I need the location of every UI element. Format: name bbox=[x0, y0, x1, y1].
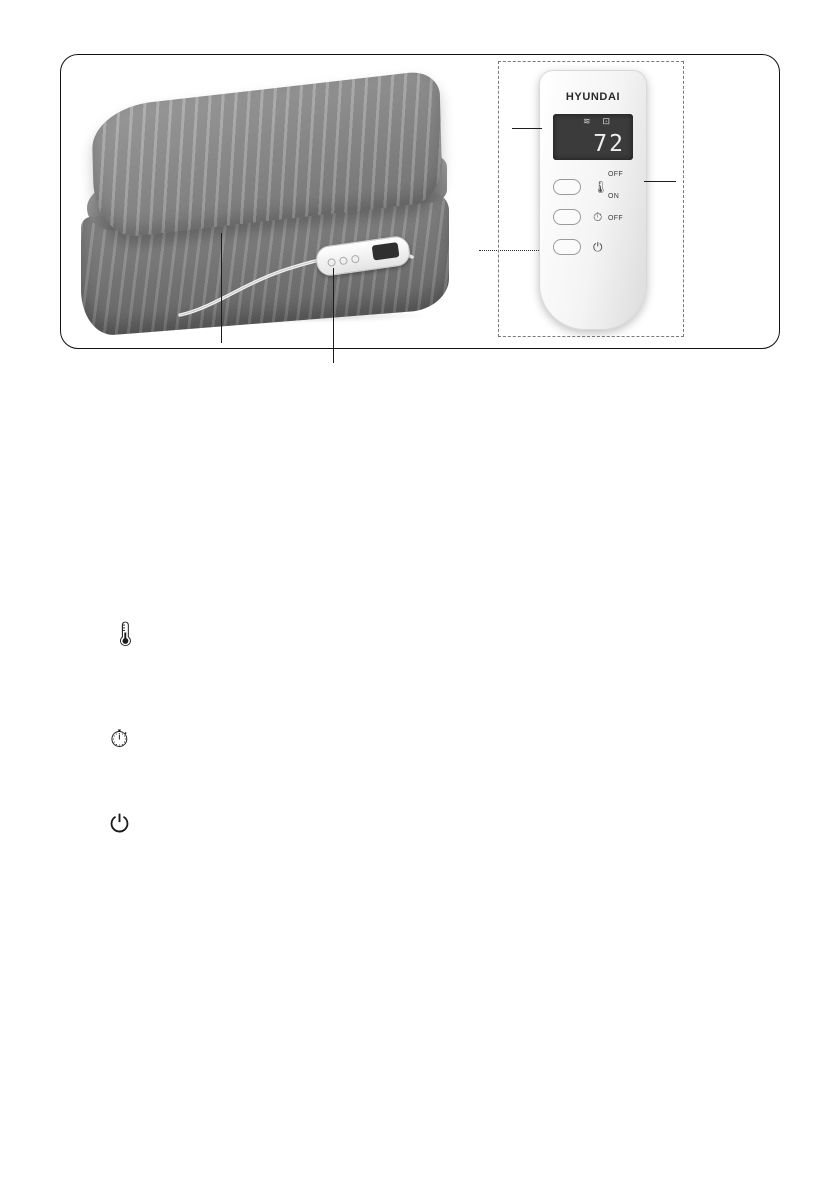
mode-label-off-bottom: OFF bbox=[608, 215, 623, 222]
inline-controller-display bbox=[372, 242, 400, 260]
mode-label-off-top: OFF bbox=[608, 171, 623, 178]
controller-detail-frame bbox=[498, 61, 684, 337]
controller-body bbox=[539, 70, 647, 330]
legend-item-timer bbox=[110, 727, 170, 753]
controller-display bbox=[553, 114, 633, 160]
timer-button[interactable] bbox=[553, 209, 581, 225]
display-status-icons bbox=[583, 117, 610, 126]
power-icon: ⏻ bbox=[110, 811, 129, 838]
legend-item-power bbox=[110, 812, 170, 838]
inline-button-power bbox=[351, 255, 360, 264]
timer-box-icon: ⊡ bbox=[602, 116, 611, 126]
product-figure-panel bbox=[60, 54, 780, 349]
controller-brand: HYUNDAI bbox=[565, 91, 621, 103]
mode-labels bbox=[608, 171, 638, 237]
heat-waves-icon: ≋ bbox=[583, 116, 591, 126]
timer-icon: ⏱ bbox=[110, 726, 129, 753]
temperature-button[interactable] bbox=[553, 179, 581, 195]
leader-line-fabric bbox=[221, 233, 222, 343]
callout-line-display bbox=[512, 128, 542, 129]
controller-row-power[interactable] bbox=[553, 239, 633, 255]
callout-line-modes bbox=[644, 181, 676, 182]
blanket-illustration bbox=[71, 63, 471, 338]
thermometer-icon: 🌡 bbox=[593, 180, 609, 194]
leader-line-cable bbox=[333, 268, 334, 363]
timer-icon: ⏱ bbox=[593, 210, 603, 224]
thermometer-icon: 🌡 bbox=[110, 621, 141, 648]
inline-button-temperature bbox=[327, 258, 336, 267]
power-icon: ⏻ bbox=[593, 240, 603, 254]
power-button[interactable] bbox=[553, 239, 581, 255]
legend-item-temperature bbox=[110, 622, 170, 648]
inline-button-timer bbox=[339, 256, 348, 265]
display-value: 72 bbox=[593, 131, 625, 157]
mode-label-on: ON bbox=[608, 193, 620, 200]
